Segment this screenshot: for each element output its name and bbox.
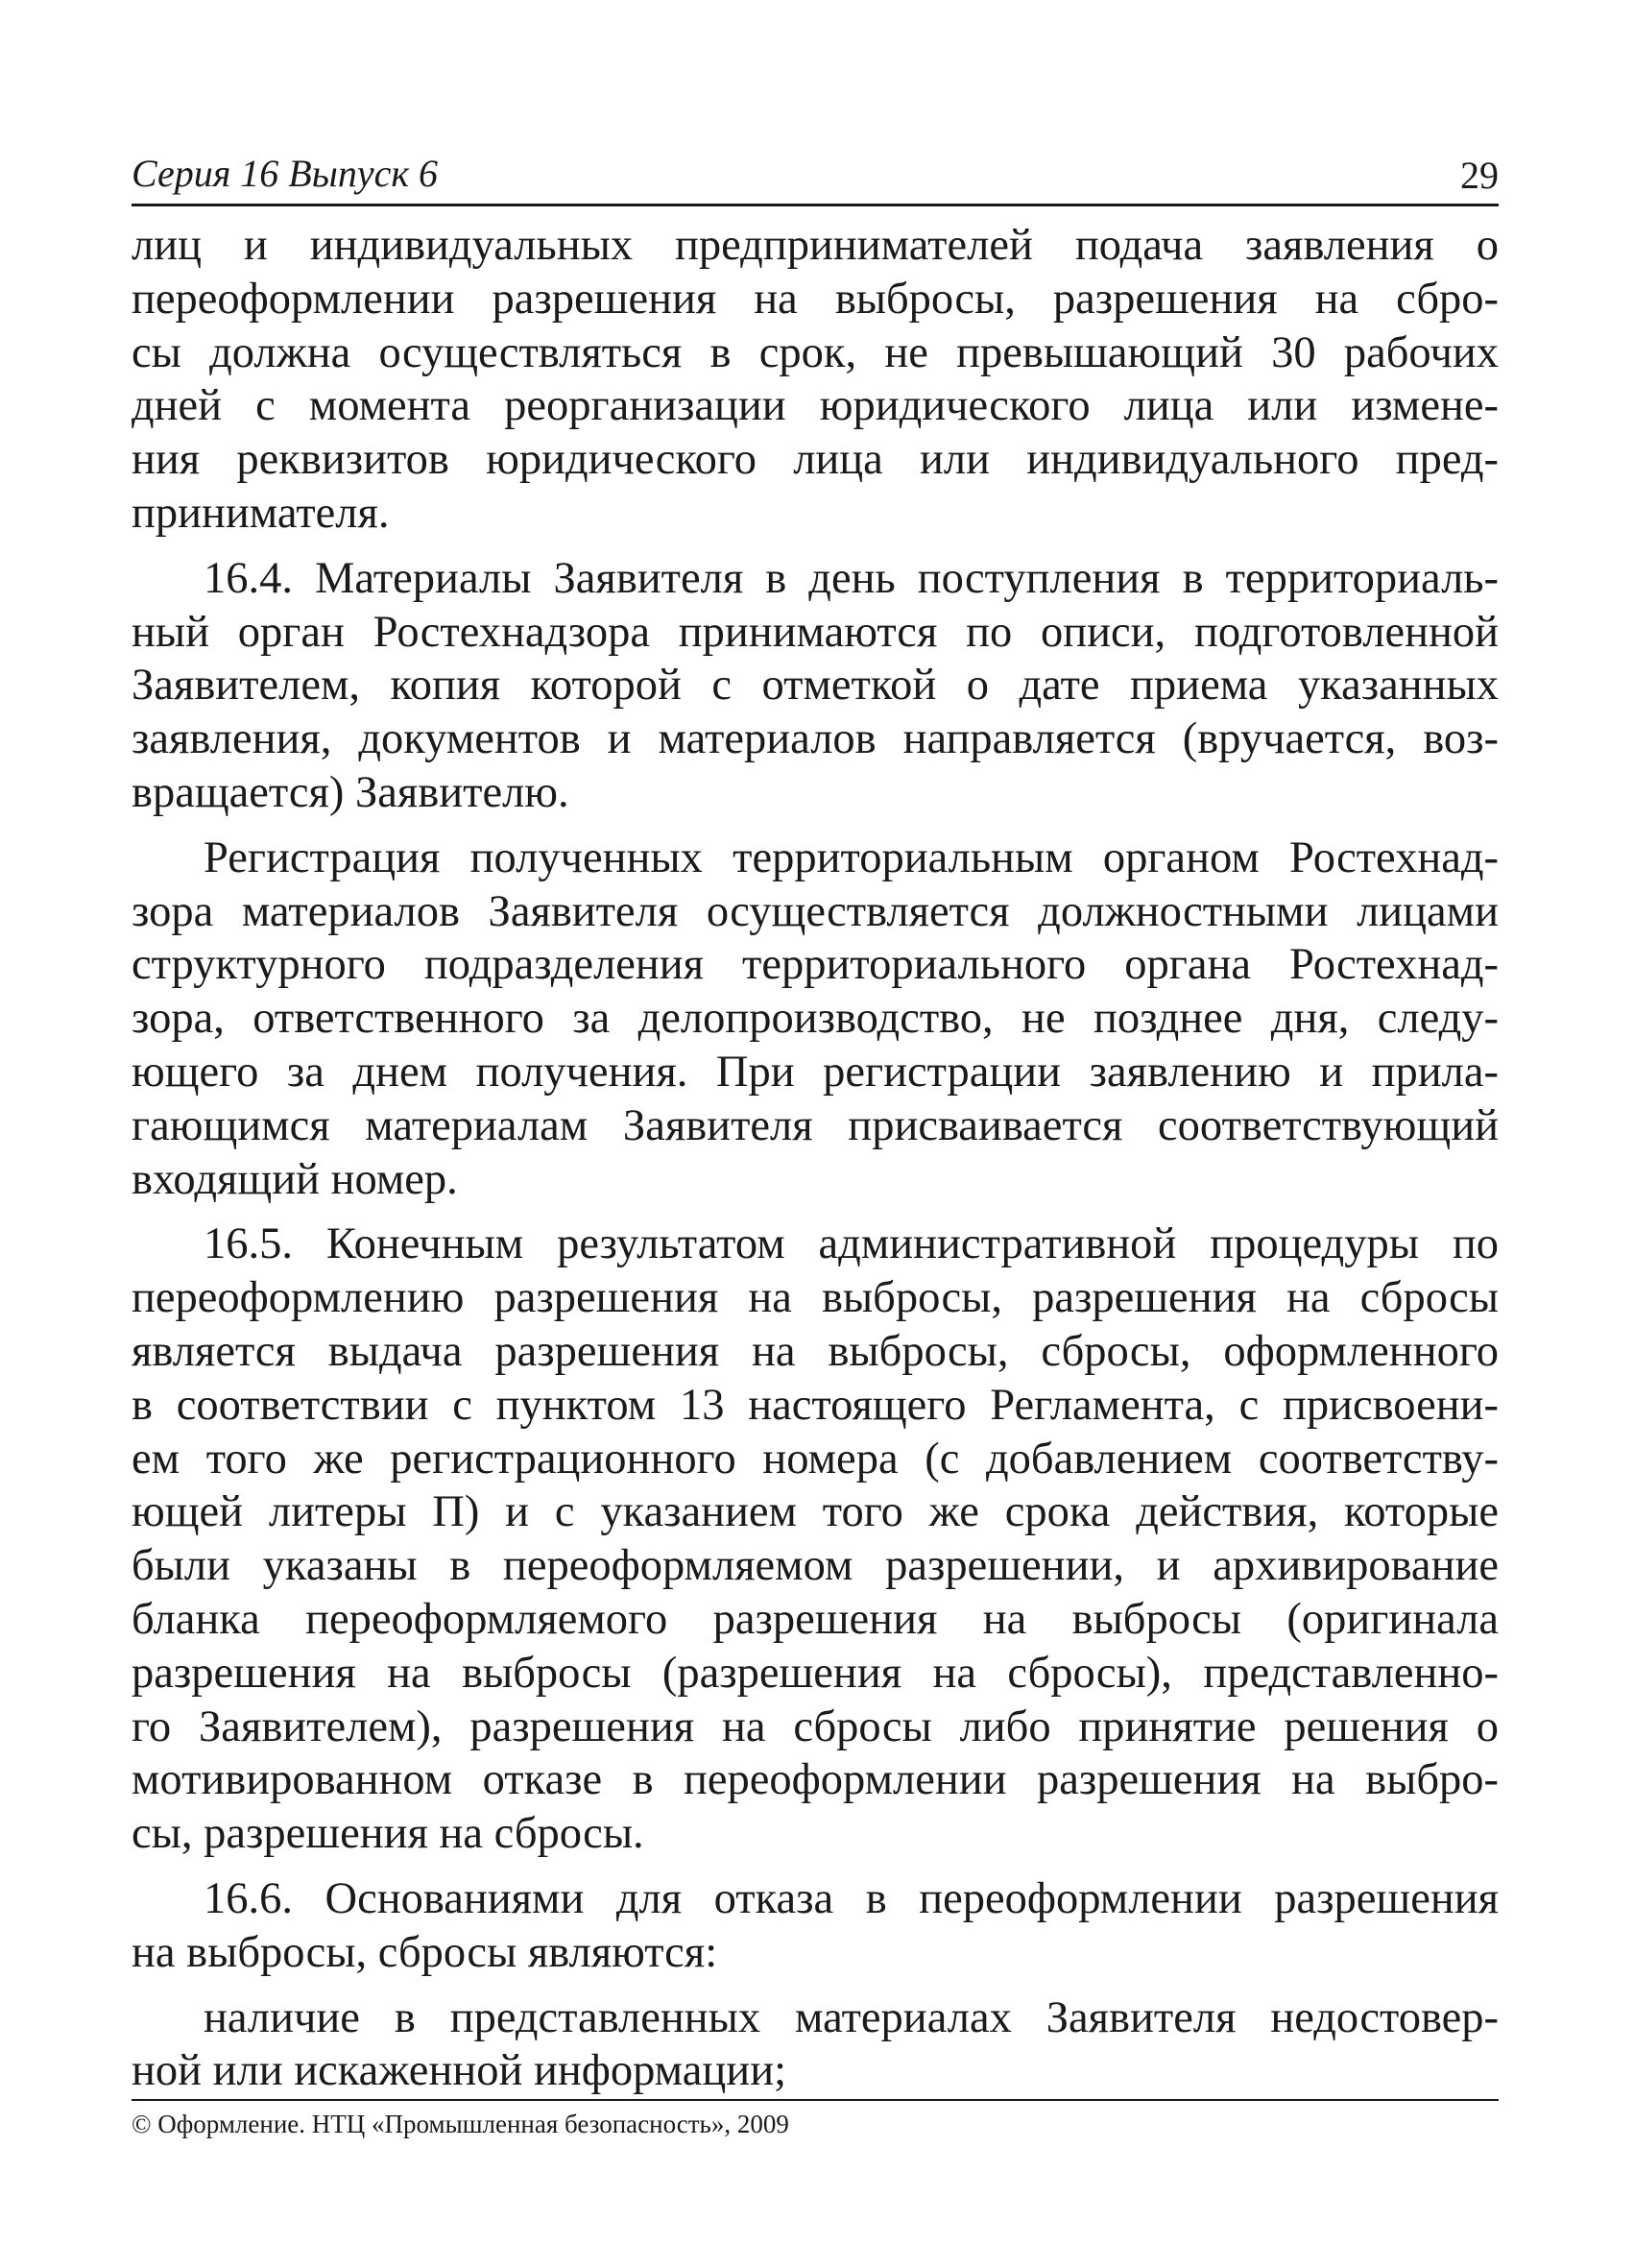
text-line: ем того же регистрационного номера (с добавлением соответству- (132, 1434, 1499, 1484)
text-line: ной или искаженной информации; (132, 2046, 786, 2096)
text-line: в соответствии с пунктом 13 настоящего Регламента, с присвоени- (132, 1380, 1499, 1430)
text-line: гающимся материалам Заявителя присваивается соответствующий (132, 1100, 1499, 1150)
text-line: на выбросы, сбросы являются: (132, 1927, 718, 1977)
text-line: принимателя. (132, 488, 390, 538)
text-line: сы, разрешения на сбросы. (132, 1809, 644, 1859)
text-line: наличие в представленных материалах Заявителя недостовер- (204, 1992, 1499, 2042)
text-line: ющего за днем получения. При регистрации заявлению и прила- (132, 1047, 1499, 1097)
text-line: зора материалов Заявителя осуществляется должностными лицами (132, 886, 1499, 936)
text-line: мотивированном отказе в переоформлении разрешения на выбро- (132, 1755, 1499, 1805)
paragraph-16-4 (132, 552, 1499, 820)
text-line: вращается) Заявителю. (132, 767, 569, 817)
text-line: переоформлению разрешения на выбросы, разрешения на сбросы (132, 1273, 1499, 1323)
body-text (132, 219, 1499, 2098)
text-line: дней с момента реорганизации юридического лица или измене- (132, 381, 1499, 431)
series-issue-label: Серия 16 Выпуск 6 (132, 152, 439, 195)
text-line: переоформлении разрешения на выбросы, разрешения на сбро- (132, 274, 1499, 324)
text-line: 16.6. Основаниями для отказа в переоформлении разрешения (204, 1873, 1499, 1923)
text-line: входящий номер. (132, 1154, 458, 1204)
text-line: были указаны в переоформляемом разрешении, и архивирование (132, 1541, 1499, 1591)
paragraph-refusal-ground (132, 1991, 1499, 2099)
paragraph-16-6 (132, 1872, 1499, 1980)
text-line: ющей литеры П) и с указанием того же срока действия, которые (132, 1487, 1499, 1537)
text-line: заявления, документов и материалов направляется (вручается, воз- (132, 714, 1499, 764)
text-line: Регистрация полученных территориальным органом Ростехнад- (204, 832, 1499, 882)
page-footer (132, 2099, 1499, 2141)
text-line: ный орган Ростехнадзора принимаются по описи, подготовленной (132, 607, 1499, 657)
paragraph-registration (132, 832, 1499, 1207)
text-line: го Заявителем), разрешения на сбросы либо принятие решения о (132, 1701, 1499, 1751)
running-header (132, 144, 1499, 206)
text-line: 16.4. Материалы Заявителя в день поступления в территориаль- (204, 553, 1499, 603)
text-line: ния реквизитов юридического лица или индивидуального пред- (132, 435, 1499, 485)
page-number: 29 (1460, 154, 1499, 197)
text-line: зора, ответственного за делопроизводство, не позднее дня, следу- (132, 994, 1499, 1044)
text-line: является выдача разрешения на выбросы, сбросы, оформленного (132, 1326, 1499, 1376)
text-line: структурного подразделения территориального органа Ростехнад- (132, 940, 1499, 990)
text-line: лиц и индивидуальных предпринимателей подача заявления о (132, 221, 1499, 270)
text-line: разрешения на выбросы (разрешения на сбросы), представленно- (132, 1648, 1499, 1698)
paragraph-16-5 (132, 1218, 1499, 1861)
text-line: сы должна осуществляться в срок, не превышающий 30 рабочих (132, 327, 1499, 377)
text-line: 16.5. Конечным результатом административной процедуры по (204, 1219, 1499, 1269)
copyright-notice: © Оформление. НТЦ «Промышленная безопасность», 2009 (132, 2110, 789, 2138)
text-line: Заявителем, копия которой с отметкой о дате приема указанных (132, 661, 1499, 711)
paragraph-continuation (132, 219, 1499, 541)
text-line: бланка переоформляемого разрешения на выбросы (оригинала (132, 1594, 1499, 1644)
